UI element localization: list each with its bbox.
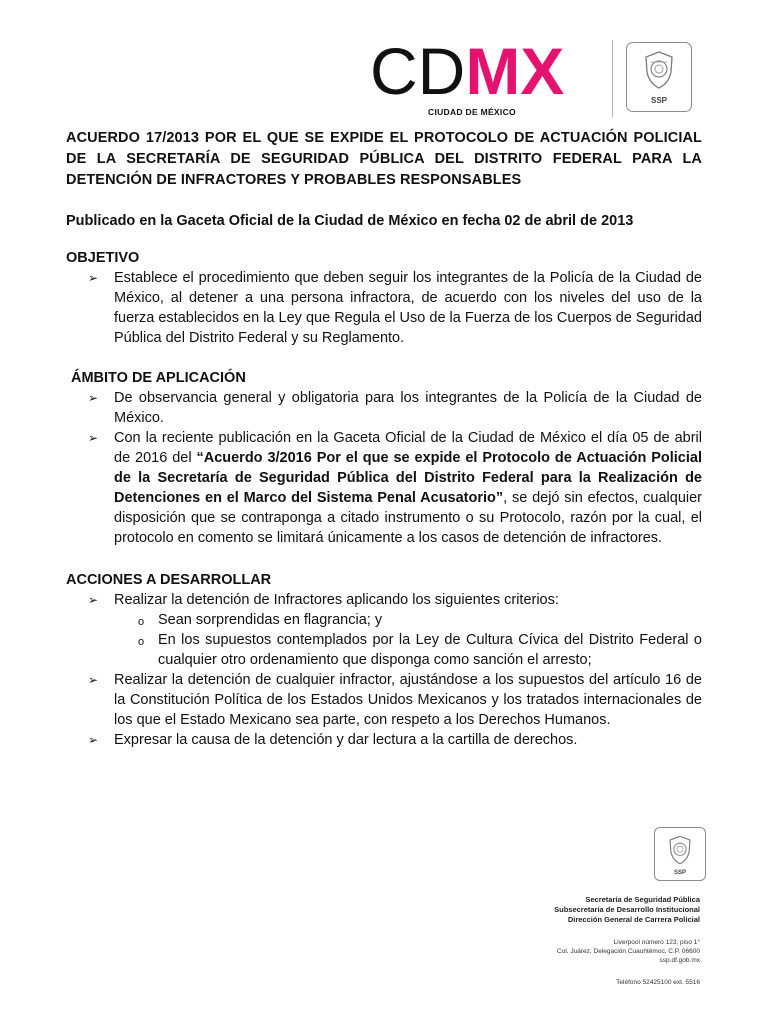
sub-list-item-text: En los supuestos contemplados por la Ley de Cultura Cívica del Distrito Federal o cualquier otro ordenamiento que disponga como sanción el arresto; <box>158 632 702 668</box>
sub-list-item-text: Sean sorprendidas en flagrancia; y <box>158 612 383 628</box>
footer-org-line: Secretaría de Seguridad Pública <box>585 895 700 904</box>
section-heading-objetivo: OBJETIVO <box>66 250 140 266</box>
list-item-text: Establece el procedimiento que deben seguir los integrantes de la Policía de la Ciudad de México, al detener a una persona infractora, de acuerdo con los niveles del uso de la fuerza establecidos en la Ley que Regula el Uso de la Fuerza de los Cuerpos de Seguridad Pública del Distrito Federal y su Reglamento. <box>114 270 702 346</box>
section-heading-acciones: ACCIONES A DESARROLLAR <box>66 572 272 588</box>
arrow-bullet-icon: ➢ <box>88 271 99 285</box>
list-item-text: Expresar la causa de la detención y dar lectura a la cartilla de derechos. <box>114 732 578 748</box>
footer-phone: Teléfono 52425100 ext. 5516 <box>616 979 700 986</box>
footer-website: ssp.df.gob.mx <box>659 957 700 964</box>
list-item <box>66 428 702 548</box>
footer-address-line: Liverpool número 123, piso 1° <box>613 939 700 946</box>
arrow-bullet-icon: ➢ <box>88 673 99 687</box>
list-item-text: Realizar la detención de Infractores aplicando los siguientes criterios: <box>114 592 559 608</box>
ambito-list <box>66 388 702 548</box>
footer-address-line: Col. Juárez, Delegación Cuauhtémoc, C.P. 06600 <box>557 948 700 955</box>
footer-ssp-badge <box>654 827 706 881</box>
list-item <box>66 670 702 730</box>
footer-org-line: Dirección General de Carrera Policial <box>567 915 700 924</box>
publication-note: Publicado en la Gaceta Oficial de la Ciudad de México en fecha 02 de abril de 2013 <box>66 213 634 229</box>
criteria-sublist <box>114 610 702 670</box>
arrow-bullet-icon: ➢ <box>88 593 99 607</box>
list-item <box>66 268 702 348</box>
header-divider <box>612 40 613 118</box>
footer-address <box>557 938 700 965</box>
document-title: ACUERDO 17/2013 POR EL QUE SE EXPIDE EL PROTOCOLO DE ACTUACIÓN POLICIAL DE LA SECRETARÍA DE SEGURIDAD PÚBLICA DEL DISTRITO FEDERAL PARA LA DETENCIÓN DE INFRACTORES Y PROBABLES RESPONSABLES <box>66 130 702 188</box>
list-item-text: Realizar la detención de cualquier infractor, ajustándose a los supuestos del artículo 16 de la Constitución Política de los Estados Unidos Mexicanos y los tratados internacionales de los que el Estado Mexicano sea parte, con respeto a los Derechos Humanos. <box>114 672 702 728</box>
section-heading-ambito: ÁMBITO DE APLICACIÓN <box>71 370 246 386</box>
cdmx-logo-subtitle: CIUDAD DE MÉXICO <box>428 107 516 117</box>
arrow-bullet-icon: ➢ <box>88 431 99 445</box>
arrow-bullet-icon: ➢ <box>88 391 99 405</box>
document-body <box>66 128 702 750</box>
list-item <box>66 388 702 428</box>
agreement-quote: “Acuerdo 3/2016 Por el que se expide el Protocolo de Actuación Policial de la Secretaría de Seguridad Pública del Distrito Federal para la Realización de Detenciones en el Marco del Sistema Penal Acusatorio” <box>114 450 702 506</box>
list-item-text: Con la reciente publicación en la Gaceta Oficial de la Ciudad de México el día 05 de abril de 2016 del <box>114 430 702 466</box>
list-item <box>66 590 702 670</box>
list-item-text: De observancia general y obligatoria para los integrantes de la Policía de la Ciudad de México. <box>114 390 702 426</box>
list-item-text-end: , se dejó sin efectos, cualquier disposición que se contraponga a citado instrumento o su Protocolo, razón por la cual, el protocolo en comento se limitará únicamente a los casos de detención de infractores. <box>114 490 703 546</box>
ssp-shield-badge <box>626 42 692 112</box>
list-item <box>66 730 702 750</box>
sub-list-item <box>66 610 702 630</box>
acciones-list <box>66 590 702 750</box>
footer-organization <box>554 895 700 925</box>
sub-list-item <box>66 630 702 670</box>
arrow-bullet-icon: ➢ <box>88 733 99 747</box>
footer-org-line: Subsecretaría de Desarrollo Institucional <box>554 905 700 914</box>
cdmx-logo-mx: MX <box>465 34 565 108</box>
cdmx-logo <box>370 34 596 120</box>
cdmx-logo-cd: CD <box>370 34 466 108</box>
circle-bullet-icon: o <box>138 636 145 648</box>
police-shield-icon <box>667 834 693 866</box>
cdmx-logo-wordmark <box>370 34 565 108</box>
circle-bullet-icon: o <box>138 616 145 628</box>
police-shield-icon <box>642 50 676 90</box>
ssp-badge-label: SSP <box>650 96 667 105</box>
objetivo-list <box>66 268 702 348</box>
footer-badge-label: SSP <box>673 870 686 876</box>
